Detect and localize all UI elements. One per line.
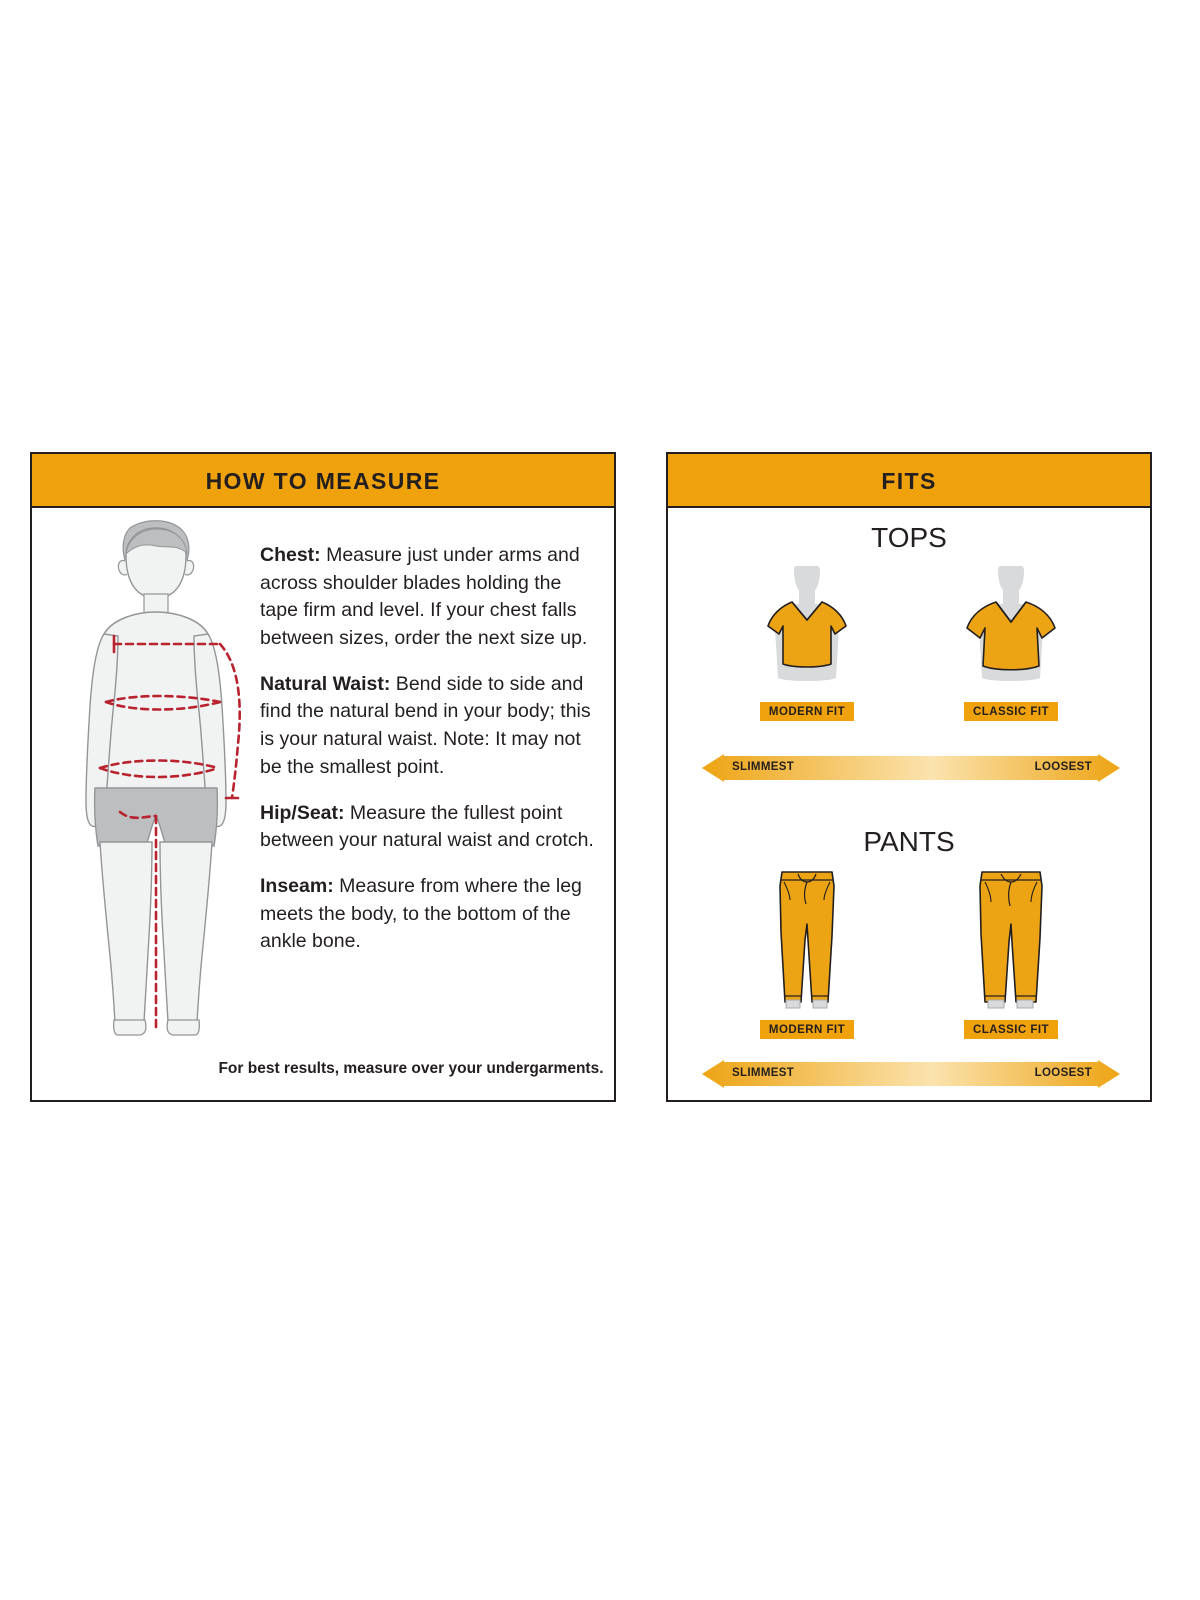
pants-modern-fit-label: MODERN FIT (760, 1020, 854, 1039)
pants-modern-fit-cell (742, 866, 872, 1039)
instruction-inseam (260, 873, 600, 956)
tops-scale-left-label: SLIMMEST (732, 761, 795, 773)
instruction-natural-waist (260, 671, 600, 782)
how-to-measure-title: HOW TO MEASURE (32, 454, 614, 508)
how-to-measure-body (32, 508, 614, 1100)
tops-scale-right-label: LOOSEST (1034, 761, 1092, 773)
tshirt-classic-fit-icon (946, 566, 1076, 696)
pants-heading: PANTS (863, 826, 955, 857)
tops-heading: TOPS (871, 522, 947, 553)
instruction-chest-text: Measure just under arms and across shoulder blades holding the tape firm and level. If your chest falls between sizes, order the next size up. (260, 544, 588, 650)
fits-body (668, 508, 1150, 1100)
instruction-hip-seat (260, 800, 600, 855)
pants-fit-scale (702, 1060, 1120, 1088)
instruction-hip-seat-text: Measure the fullest point between your natural waist and crotch. (260, 801, 594, 852)
measurement-figure (48, 516, 266, 1056)
measure-instructions (260, 542, 600, 974)
how-to-measure-panel (30, 452, 616, 1102)
tops-garment-row (668, 566, 1150, 721)
tops-fit-scale (702, 754, 1120, 782)
pants-classic-fit-cell (946, 866, 1076, 1039)
pants-scale-right-label: LOOSEST (1034, 1067, 1092, 1079)
instruction-natural-waist-term: Natural Waist: (260, 672, 391, 695)
pants-modern-fit-icon (742, 866, 872, 1014)
instruction-chest (260, 542, 600, 653)
fits-panel (666, 452, 1152, 1102)
measure-footnote: For best results, measure over your undergarments. (218, 1060, 604, 1077)
pants-garment-row (668, 866, 1150, 1039)
pants-classic-fit-icon (946, 866, 1076, 1014)
instruction-inseam-term: Inseam: (260, 874, 334, 897)
instruction-natural-waist-text: Bend side to side and find the natural bend in your body; this is your natural waist. Note: It may not be the smallest point. (260, 672, 591, 778)
fits-title: FITS (668, 454, 1150, 508)
tshirt-modern-fit-icon (742, 566, 872, 696)
instruction-hip-seat-term: Hip/Seat: (260, 801, 345, 824)
tops-classic-fit-label: CLASSIC FIT (964, 702, 1058, 721)
tops-modern-fit-cell (742, 566, 872, 721)
tops-modern-fit-label: MODERN FIT (760, 702, 854, 721)
pants-classic-fit-label: CLASSIC FIT (964, 1020, 1058, 1039)
tops-classic-fit-cell (946, 566, 1076, 721)
instruction-inseam-text: Measure from where the leg meets the body, to the bottom of the ankle bone. (260, 874, 582, 953)
pants-scale-left-label: SLIMMEST (732, 1067, 795, 1079)
instruction-chest-term: Chest: (260, 544, 321, 566)
